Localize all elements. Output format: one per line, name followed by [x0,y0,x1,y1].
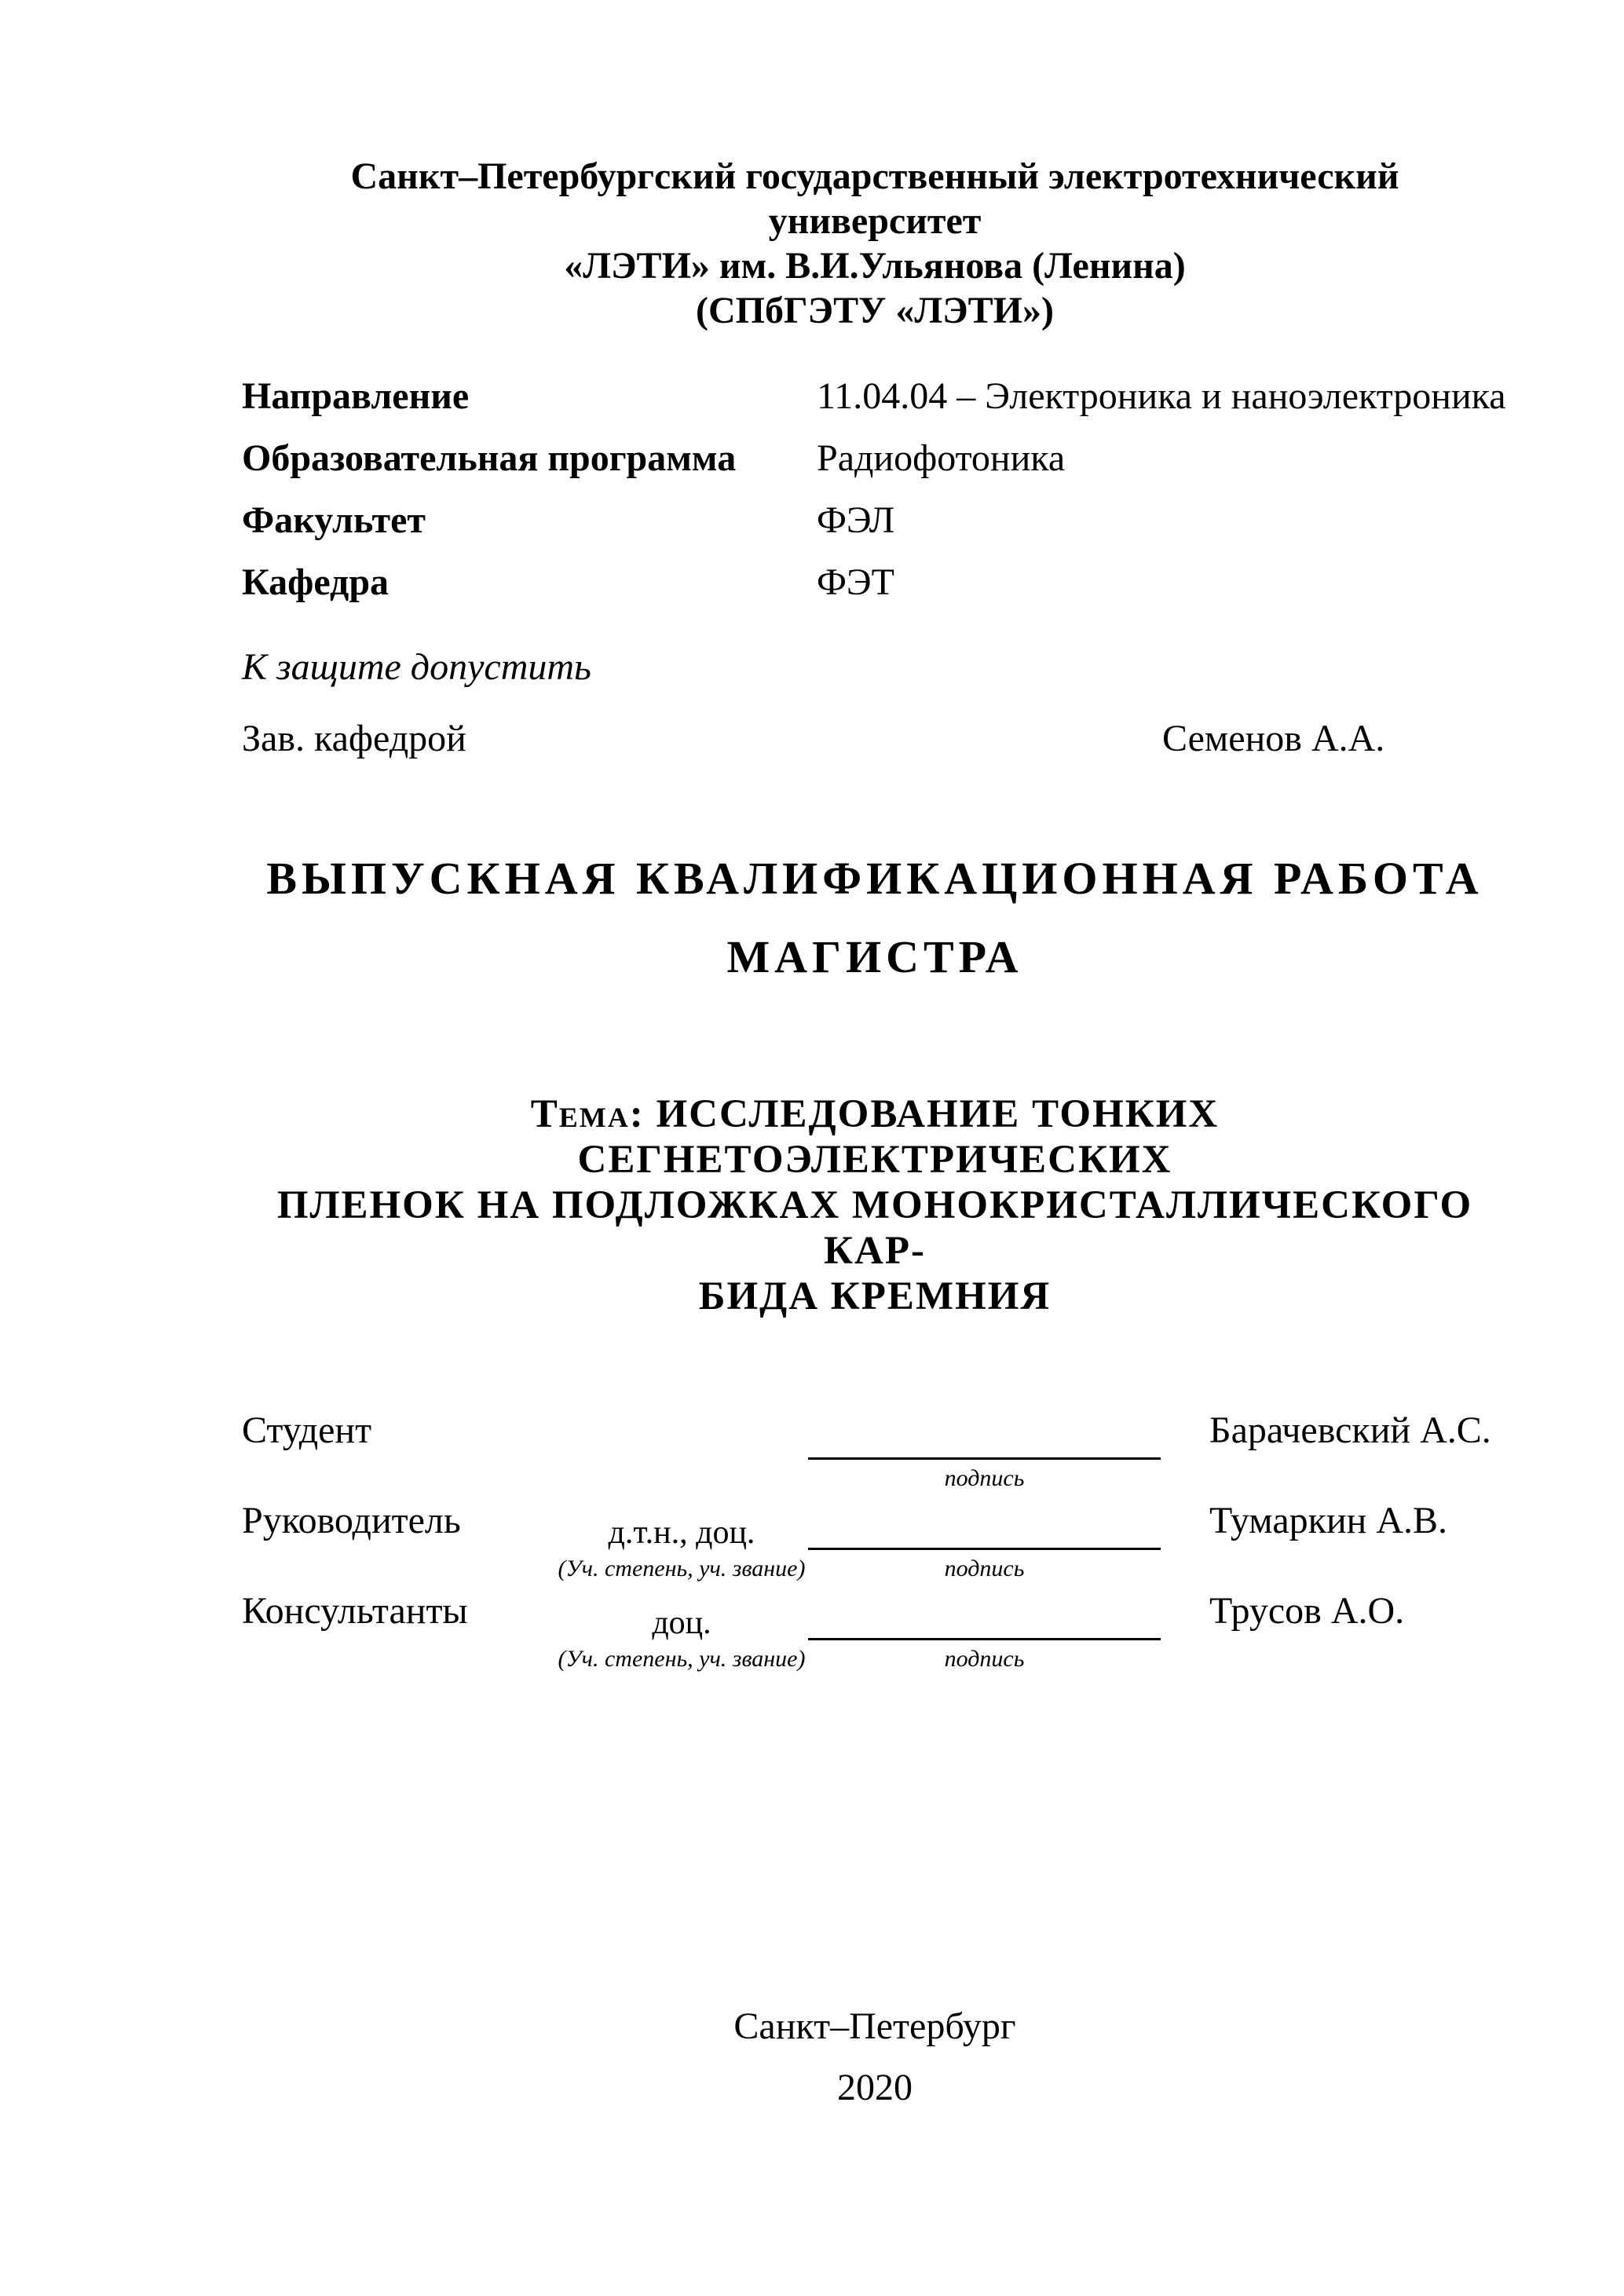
program-row-department [242,562,1508,609]
department-label: Кафедра [242,561,390,603]
supervisor-degree: д.т.н., доц. [608,1515,755,1551]
consultant-signature-line [808,1638,1161,1640]
consultant-degree-caption: (Уч. степень, уч. звание) [558,1646,806,1672]
footer-year: 2020 [837,2067,913,2108]
theme-line3: БИДА КРЕМНИЯ [698,1274,1052,1318]
supervisor-signature-caption: подпись [944,1556,1025,1581]
consultant-signature-caption: подпись [944,1646,1025,1672]
student-signature-caption: подпись [944,1465,1025,1491]
admission-row [242,718,1508,759]
department-head-name: Семенов А.А. [1162,718,1385,759]
edu-program-value: Радиофотоника [817,437,1066,479]
page-footer [242,1996,1508,2119]
supervisor-role-label: Руководитель [242,1500,461,1541]
edu-program-label: Образовательная программа [242,437,737,479]
department-value: ФЭТ [817,561,894,603]
thesis-theme [242,1091,1508,1319]
signature-row-consultant [242,1591,1508,1679]
theme-line1 [242,1091,1508,1183]
work-title-line2: МАГИСТРА [726,931,1023,982]
supervisor-degree-caption: (Уч. степень, уч. звание) [558,1556,806,1581]
consultant-degree: доц. [652,1605,711,1641]
footer-city: Санкт–Петербург [733,2005,1016,2047]
faculty-value: ФЭЛ [817,499,895,541]
university-abbreviation: (СПбГЭТУ «ЛЭТИ») [696,290,1054,331]
work-title-line1: ВЫПУСКНАЯ КВАЛИФИКАЦИОННАЯ РАБОТА [266,853,1483,904]
direction-value: 11.04.04 – Электроника и наноэлектроника [817,375,1506,417]
signature-row-supervisor [242,1501,1508,1589]
theme-line2: ПЛЕНОК НА ПОДЛОЖКАХ МОНОКРИСТАЛЛИЧЕСКОГО КАР- [276,1183,1473,1273]
theme-label: Тема: [530,1092,645,1136]
theme-line1-text: ИССЛЕДОВАНИЕ ТОНКИХ СЕГНЕТОЭЛЕКТРИЧЕСКИХ [577,1092,1220,1182]
program-row-faculty [242,500,1508,547]
university-header [242,154,1508,333]
student-name: Барачевский А.С. [1209,1409,1491,1451]
consultant-name: Трусов А.О. [1209,1590,1405,1632]
program-row-edu-program [242,438,1508,485]
direction-label: Направление [242,375,470,417]
signature-row-student [242,1410,1508,1498]
supervisor-name: Тумаркин А.В. [1209,1500,1448,1541]
supervisor-signature-line [808,1548,1161,1550]
faculty-label: Факультет [242,499,426,541]
work-title [242,839,1508,996]
admission-note: К защите допустить [242,646,591,688]
student-signature-line [808,1457,1161,1460]
student-role-label: Студент [242,1409,372,1451]
department-head-label: Зав. кафедрой [242,718,466,759]
consultant-role-label: Консультанты [242,1590,468,1632]
university-name-line1: Санкт–Петербургский государственный электротехнический университет [350,155,1399,242]
university-name-line2: «ЛЭТИ» им. В.И.Ульянова (Ленина) [564,245,1186,287]
program-row-direction [242,376,1508,423]
